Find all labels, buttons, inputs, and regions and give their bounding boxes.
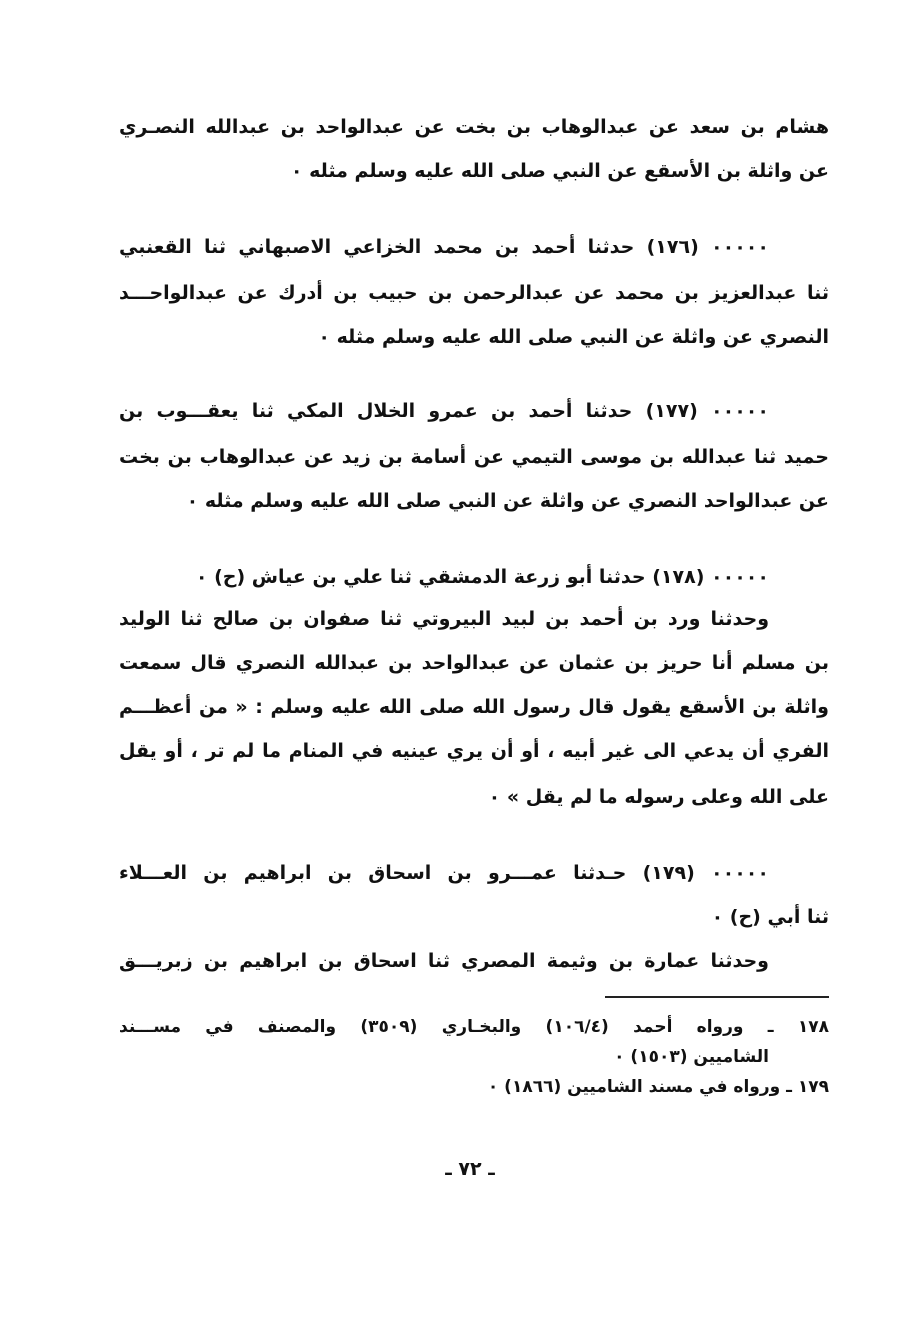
body-line-3: ٠٠٠٠٠ (١٧٦) حدثنا أحمد بن محمد الخزاعي الاصبهاني ثنا القعنبي bbox=[119, 236, 769, 258]
body-line-11: بن مسلم أنا حريز بن عثمان عن عبدالواحد بن عبدالله النصري قال سمعت bbox=[119, 652, 829, 674]
body-line-8: عن عبدالواحد النصري عن واثلة عن النبي صلى الله عليه وسلم مثله ٠ bbox=[186, 490, 829, 512]
body-line-12: واثلة بن الأسقع يقول قال رسول الله صلى الله عليه وسلم : « من أعظـــم bbox=[119, 696, 829, 718]
footnote-178-continuation: الشاميين (١٥٠٣) ٠ bbox=[614, 1047, 769, 1067]
body-line-5: النصري عن واثلة عن النبي صلى الله عليه وسلم مثله ٠ bbox=[318, 326, 829, 348]
body-line-13: الفري أن يدعي الى غير أبيه ، أو أن يري عينيه في المنام ما لم تر ، أو يقل bbox=[119, 740, 829, 762]
body-line-7: حميد ثنا عبدالله بن موسى التيمي عن أسامة بن زيد عن عبدالوهاب بن بخت bbox=[119, 446, 829, 468]
body-line-2: عن واثلة بن الأسقع عن النبي صلى الله عليه وسلم مثله ٠ bbox=[290, 160, 829, 182]
body-line-14: على الله وعلى رسوله ما لم يقل » ٠ bbox=[488, 786, 829, 808]
body-line-16: ثنا أبي (ح) ٠ bbox=[711, 906, 829, 928]
page-number: ـ ٧٢ ـ bbox=[445, 1158, 495, 1180]
body-line-6: ٠٠٠٠٠ (١٧٧) حدثنا أحمد بن عمرو الخلال المكي ثنا يعقـــوب بن bbox=[119, 400, 769, 422]
body-line-10: وحدثنا ورد بن أحمد بن لبيد البيروتي ثنا صفوان بن صالح ثنا الوليد bbox=[119, 608, 769, 630]
body-line-1: هشام بن سعد عن عبدالوهاب بن بخت عن عبدالواحد بن عبدالله النصـري bbox=[119, 116, 829, 138]
body-line-15: ٠٠٠٠٠ (١٧٩) حـدثنا عمـــرو بن اسحاق بن ابراهيم بن العـــلاء bbox=[119, 862, 769, 884]
body-line-4: ثنا عبدالعزيز بن محمد عن عبدالرحمن بن حبيب بن أدرك عن عبدالواحـــد bbox=[119, 282, 829, 304]
body-line-17: وحدثنا عمارة بن وثيمة المصري ثنا اسحاق بن ابراهيم بن زبريـــق bbox=[119, 950, 769, 972]
footnote-178: ١٧٨ ـ ورواه أحمد (١٠٦/٤) والبخـاري (٣٥٠٩) والمصنف في مســـند bbox=[119, 1017, 829, 1037]
footnote-separator bbox=[605, 996, 829, 998]
body-line-9: ٠٠٠٠٠ (١٧٨) حدثنا أبو زرعة الدمشقي ثنا علي بن عياش (ح) ٠ bbox=[195, 566, 769, 588]
footnote-179: ١٧٩ ـ ورواه في مسند الشاميين (١٨٦٦) ٠ bbox=[487, 1077, 829, 1097]
